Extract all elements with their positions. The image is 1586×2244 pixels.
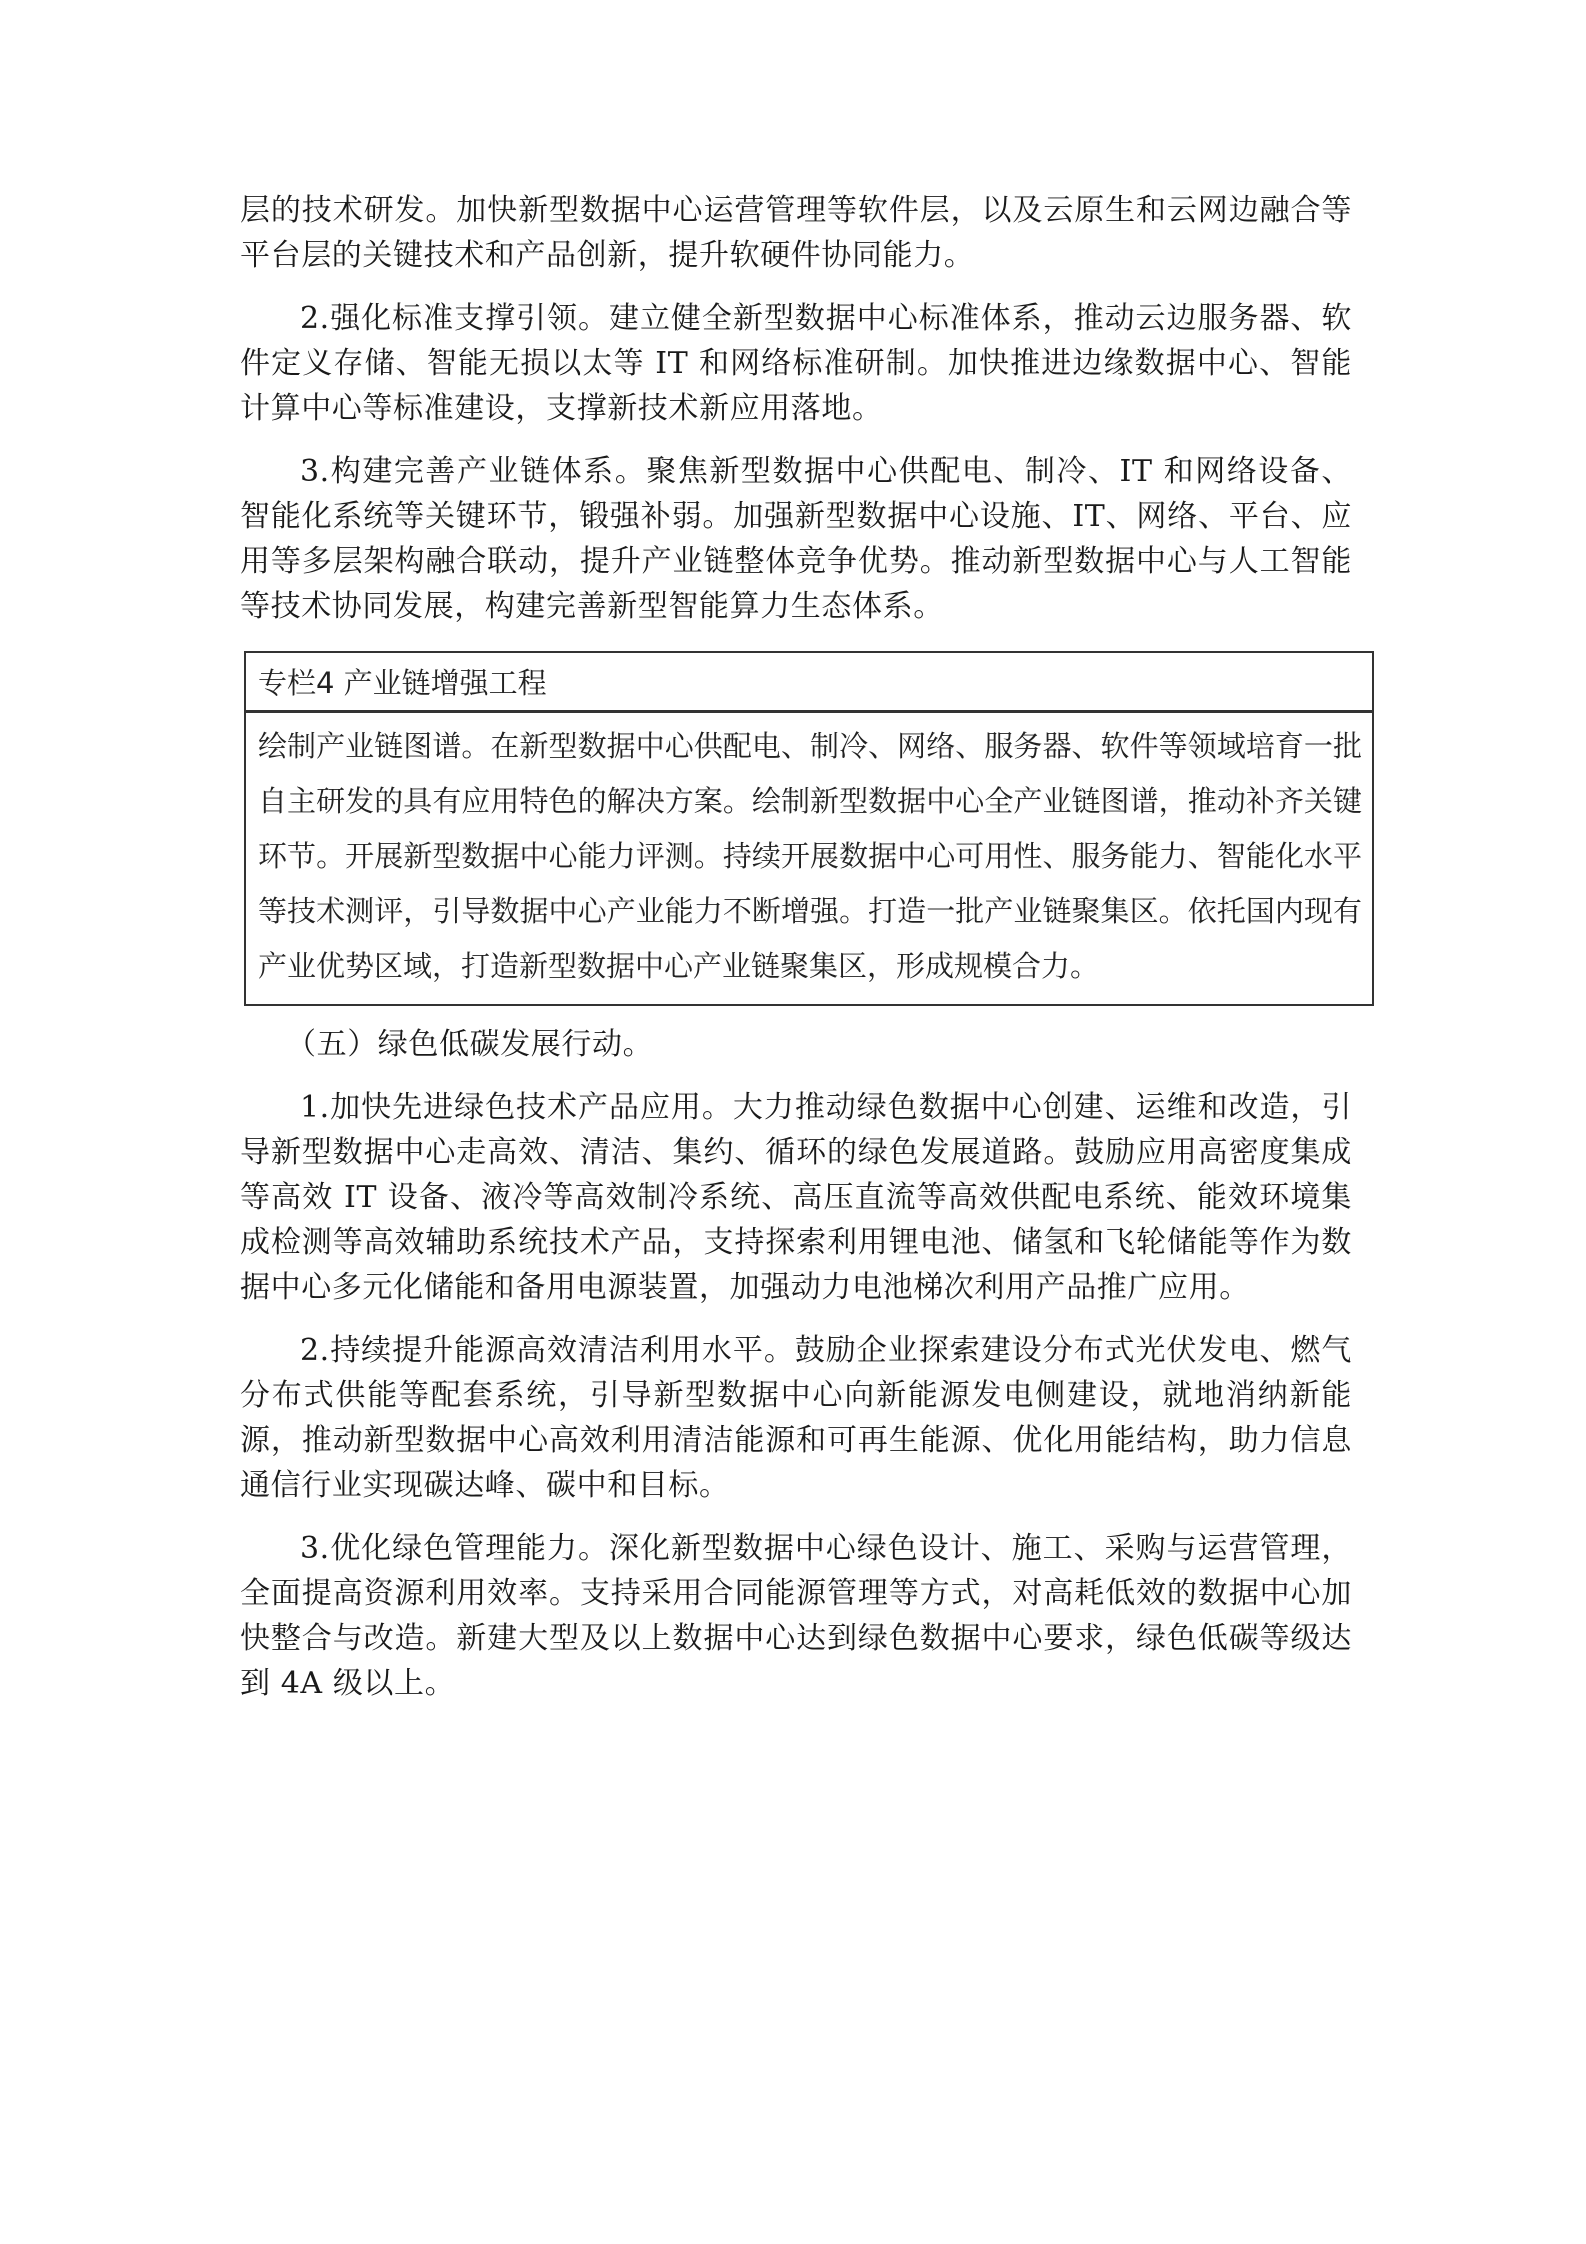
paragraph-continuation: 层的技术研发。加快新型数据中心运营管理等软件层，以及云原生和云网边融合等平台层的关键技术和产品创新，提升软硬件协同能力。	[240, 193, 1352, 273]
paragraph-green-tech: 1.加快先进绿色技术产品应用。大力推动绿色数据中心创建、运维和改造，引导新型数据中心走高效、清洁、集约、循环的绿色发展道路。鼓励应用高密度集成等高效 IT 设备、液冷等高效制冷系统、高压直流等高效供配电系统、能效环境集成检测等高效辅助系统技术产品，支持探索利用锂电池、储氢和飞轮储能等作为数据中心多元化储能和备用电源装置，加强动力电池梯次利用产品推广应用。	[240, 1090, 1352, 1305]
column-box-title: 专栏4 产业链增强工程	[246, 653, 1372, 713]
paragraph-standards: 2.强化标准支撑引领。建立健全新型数据中心标准体系，推动云边服务器、软件定义存储、智能无损以太等 IT 和网络标准研制。加快推进边缘数据中心、智能计算中心等标准建设，支撑新技术新应用落地。	[240, 301, 1352, 426]
paragraph-industry-chain: 3.构建完善产业链体系。聚焦新型数据中心供配电、制冷、IT 和网络设备、智能化系统等关键环节，锻强补弱。加强新型数据中心设施、IT、网络、平台、应用等多层架构融合联动，提升产业链整体竞争优势。推动新型数据中心与人工智能等技术协同发展，构建完善新型智能算力生态体系。	[240, 454, 1352, 624]
column-box-body: 绘制产业链图谱。在新型数据中心供配电、制冷、网络、服务器、软件等领域培育一批自主研发的具有应用特色的解决方案。绘制新型数据中心全产业链图谱，推动补齐关键环节。开展新型数据中心能力评测。持续开展数据中心可用性、服务能力、智能化水平等技术测评，引导数据中心产业能力不断增强。打造一批产业链聚集区。依托国内现有产业优势区域，打造新型数据中心产业链聚集区，形成规模合力。	[258, 729, 1362, 983]
document-page	[240, 188, 1362, 1706]
paragraph-clean-energy: 2.持续提升能源高效清洁利用水平。鼓励企业探索建设分布式光伏发电、燃气分布式供能等配套系统，引导新型数据中心向新能源发电侧建设，就地消纳新能源，推动新型数据中心高效利用清洁能源和可再生能源、优化用能结构，助力信息通信行业实现碳达峰、碳中和目标。	[240, 1333, 1352, 1503]
section-heading-green: （五）绿色低碳发展行动。	[286, 1027, 654, 1062]
column-box-industry-chain	[244, 651, 1374, 1006]
paragraph-green-management: 3.优化绿色管理能力。深化新型数据中心绿色设计、施工、采购与运营管理，全面提高资源利用效率。支持采用合同能源管理等方式，对高耗低效的数据中心加快整合与改造。新建大型及以上数据中心达到绿色数据中心要求，绿色低碳等级达到 4A 级以上。	[240, 1531, 1352, 1701]
